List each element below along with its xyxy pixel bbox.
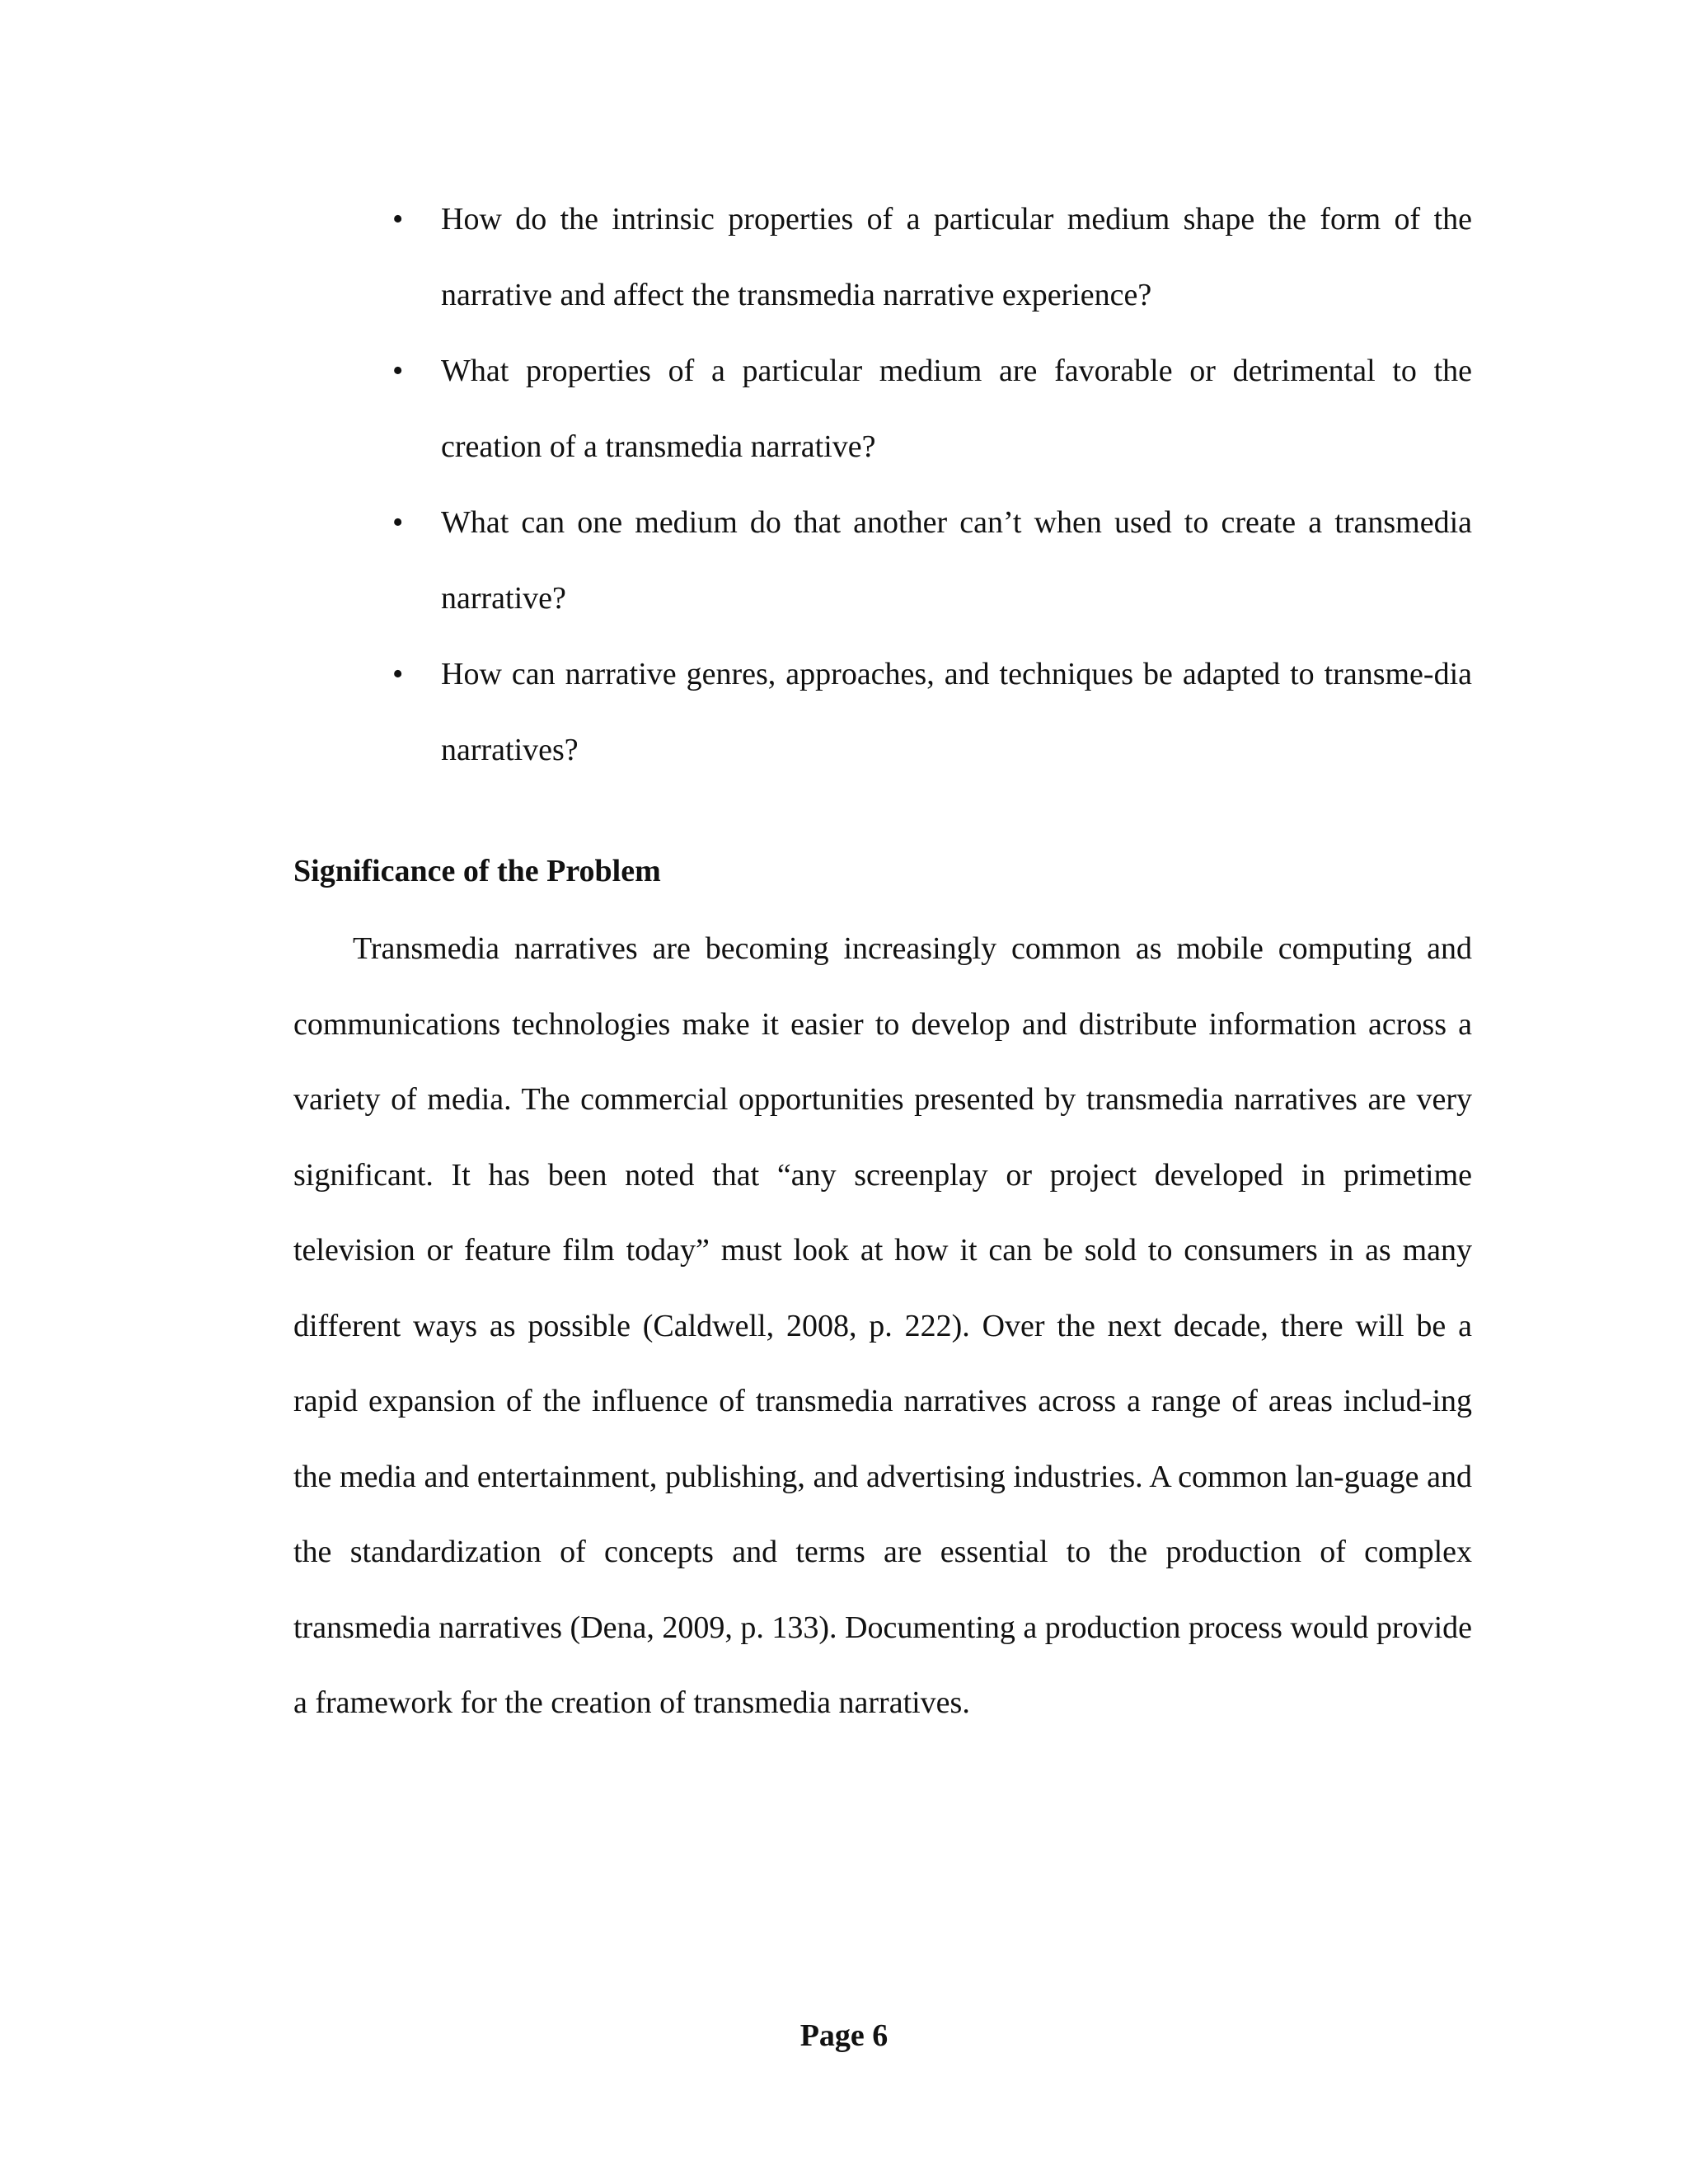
list-item-text: What can one medium do that another can’t when used to create a transmedia narrative? bbox=[441, 505, 1472, 616]
list-item bbox=[392, 333, 1472, 485]
bullet-icon: • bbox=[392, 202, 404, 237]
list-item-text: What properties of a particular medium are favorable or detrimental to the creation of a transmedia narrative? bbox=[441, 354, 1472, 464]
section-heading: Significance of the Problem bbox=[293, 854, 661, 888]
bullet-icon: • bbox=[392, 657, 404, 691]
page-number: Page 6 bbox=[799, 2018, 889, 2053]
body-paragraph: Transmedia narratives are becoming increasingly common as mobile computing and communications technologies make it easier to develop and distribute information across a variety of media. The commercial opportunities presented by transmedia narratives are very significant. It has been noted that “any screenplay or project developed in primetime television or feature film today” must look at how it can be sold to consumers in as many different ways as possible (Caldwell, 2008, p. 222). Over the next decade, there will be a rapid expansion of the influence of transmedia narratives across a range of areas includ-ing the media and entertainment, publishing, and advertising industries. A common lan-guage and the standardization of concepts and terms are essential to the production of complex transmedia narratives (Dena, 2009, p. 133). Documenting a production process would provide a framework for the creation of transmedia narratives. bbox=[293, 931, 1472, 1720]
list-item bbox=[392, 636, 1472, 788]
list-item-text: How can narrative genres, approaches, and techniques be adapted to transme-dia narratives? bbox=[441, 657, 1472, 767]
list-item-text: How do the intrinsic properties of a particular medium shape the form of the narrative and affect the transmedia narrative experience? bbox=[441, 202, 1472, 312]
bullet-icon: • bbox=[392, 505, 404, 540]
list-item bbox=[392, 485, 1472, 636]
list-item bbox=[392, 181, 1472, 333]
research-questions-list bbox=[392, 181, 1472, 788]
bullet-icon: • bbox=[392, 354, 404, 388]
